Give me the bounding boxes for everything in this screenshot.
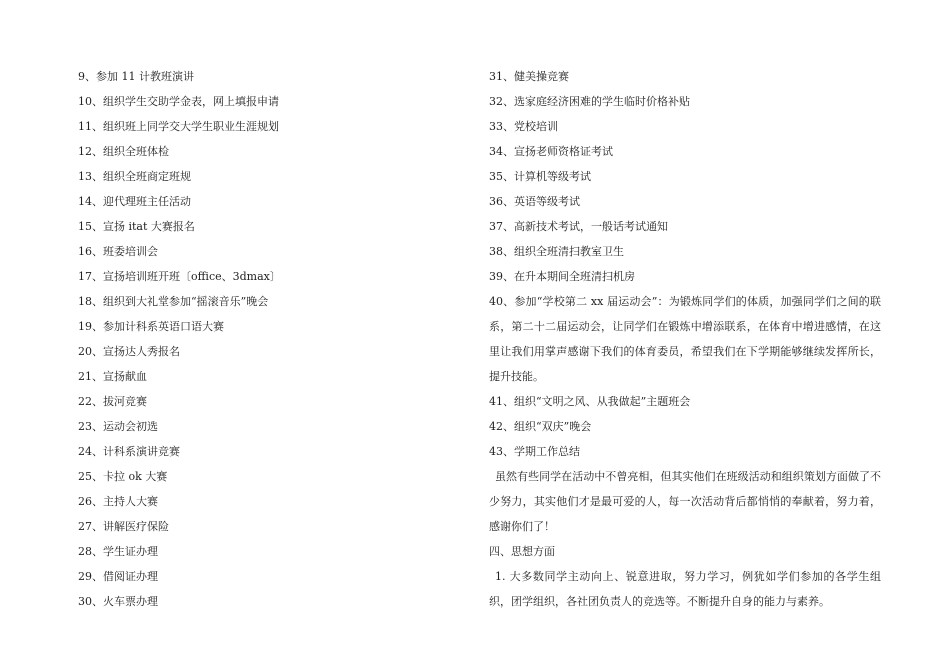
list-item: 43、学期工作总结 bbox=[489, 445, 580, 458]
list-item: 20、宣扬达人秀报名 bbox=[78, 345, 180, 358]
list-item: 32、选家庭经济困难的学生临时价格补贴 bbox=[489, 95, 690, 108]
list-item: 34、宣扬老师资格证考试 bbox=[489, 145, 613, 158]
list-item: 39、在升本期间全班清扫机房 bbox=[489, 270, 635, 283]
list-item: 29、借阅证办理 bbox=[78, 570, 158, 583]
list-item: 33、党校培训 bbox=[489, 120, 558, 133]
list-item: 36、英语等级考试 bbox=[489, 195, 580, 208]
list-item: 38、组织全班清扫教室卫生 bbox=[489, 245, 624, 258]
summary-paragraph: 虽然有些同学在活动中不曾亮相，但其实他们在班级活动和组织策划方面做了不少努力，其实他们才是最可爱的人，每一次活动背后都悄悄的奉献着，努力着，感谢你们了！ bbox=[489, 470, 881, 533]
list-item: 35、计算机等级考试 bbox=[489, 170, 591, 183]
list-item: 18、组织到大礼堂参加“摇滚音乐”晚会 bbox=[78, 295, 269, 308]
list-item: 15、宣扬 itat 大赛报名 bbox=[78, 220, 195, 233]
list-item-paragraph: 40、参加“学校第二 xx 届运动会”：为锻炼同学们的体质，加强同学们之间的联系，第二十二届运动会，让同学们在锻炼中增添联系，在体育中增进感情，在这里让我们用掌声感谢下我们的体育委员，希望我们在下学期能够继续发挥所长，提升技能。 bbox=[489, 295, 881, 383]
list-item: 28、学生证办理 bbox=[78, 545, 158, 558]
list-item: 26、主持人大赛 bbox=[78, 495, 158, 508]
list-item: 14、迎代理班主任活动 bbox=[78, 195, 191, 208]
list-item: 37、高新技术考试，一般话考试通知 bbox=[489, 220, 668, 233]
left-column bbox=[78, 64, 458, 614]
list-item: 30、火车票办理 bbox=[78, 595, 158, 608]
list-item: 42、组织“双庆”晚会 bbox=[489, 420, 592, 433]
right-column bbox=[489, 64, 881, 614]
list-item: 12、组织全班体检 bbox=[78, 145, 169, 158]
list-item: 10、组织学生交助学金表，网上填报申请 bbox=[78, 95, 279, 108]
list-item: 23、运动会初选 bbox=[78, 420, 158, 433]
list-item: 11、组织班上同学交大学生职业生涯规划 bbox=[78, 120, 279, 133]
list-item: 21、宣扬献血 bbox=[78, 370, 147, 383]
list-item: 13、组织全班商定班规 bbox=[78, 170, 191, 183]
list-item: 22、拔河竞赛 bbox=[78, 395, 147, 408]
list-item: 27、讲解医疗保险 bbox=[78, 520, 169, 533]
list-item: 19、参加计科系英语口语大赛 bbox=[78, 320, 224, 333]
list-item: 25、卡拉 ok 大赛 bbox=[78, 470, 168, 483]
section-heading: 四、思想方面 bbox=[489, 545, 555, 558]
list-item: 16、班委培训会 bbox=[78, 245, 158, 258]
list-item: 9、参加 11 计教班演讲 bbox=[78, 70, 194, 83]
list-item: 24、计科系演讲竞赛 bbox=[78, 445, 180, 458]
list-item: 41、组织“文明之风、从我做起”主题班会 bbox=[489, 395, 691, 408]
list-item: 31、健美操竞赛 bbox=[489, 70, 569, 83]
body-paragraph: 1. 大多数同学主动向上、锐意进取，努力学习，例犹如学们参加的各学生组织，团学组织，各社团负责人的竞选等。不断提升自身的能力与素养。 bbox=[489, 570, 881, 608]
list-item: 17、宣扬培训班开班〔office、3dmax〕 bbox=[78, 270, 281, 283]
